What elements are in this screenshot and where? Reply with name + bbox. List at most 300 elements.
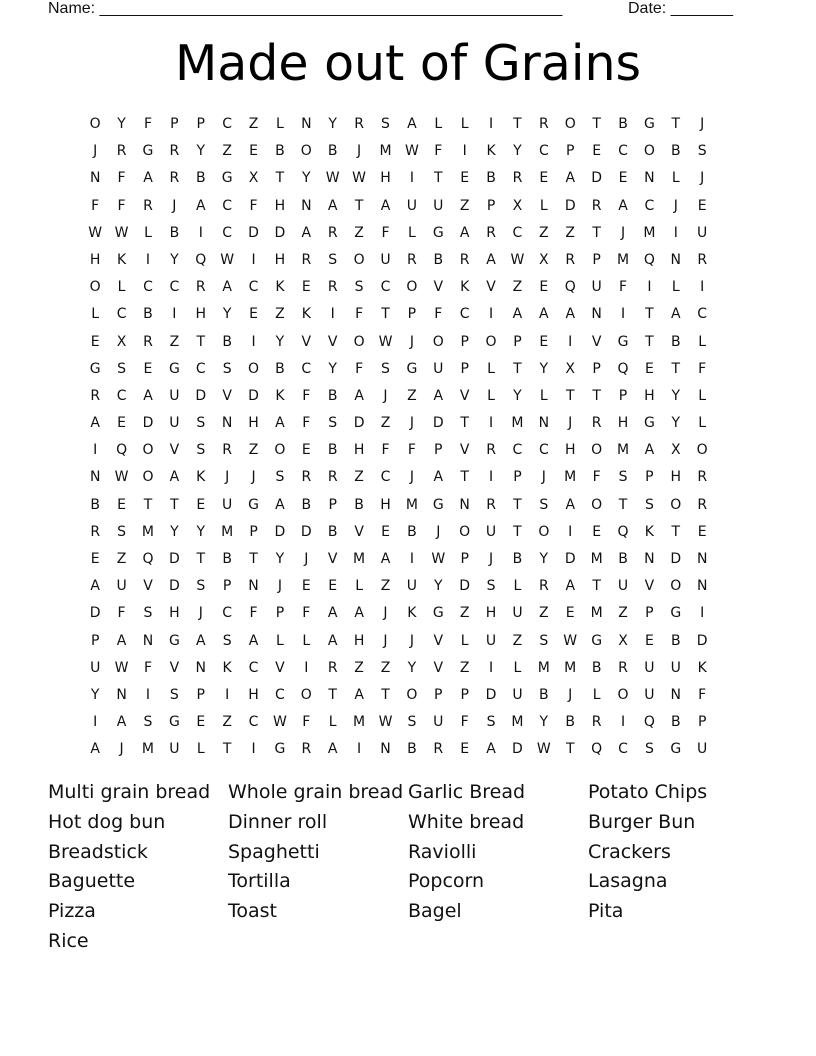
- grid-letter: M: [511, 415, 524, 432]
- grid-letter: O: [459, 523, 471, 540]
- grid-letter: F: [91, 197, 100, 214]
- grid-letter: W: [114, 469, 129, 486]
- grid-letter: C: [222, 224, 233, 241]
- grid-letter: G: [221, 170, 233, 187]
- grid-letter: J: [198, 605, 203, 622]
- grid-letter: T: [433, 170, 443, 187]
- grid-letter: L: [671, 279, 680, 296]
- grid-letter: W: [510, 251, 525, 268]
- grid-letter: H: [169, 605, 180, 622]
- grid-letter: R: [697, 251, 708, 268]
- date-field-label: Date: _______: [628, 0, 733, 17]
- grid-letter: D: [274, 523, 286, 540]
- grid-letter: I: [145, 251, 151, 268]
- grid-row: [82, 546, 742, 573]
- grid-letter: M: [564, 469, 577, 486]
- grid-letter: X: [539, 251, 549, 268]
- grid-letter: J: [409, 415, 414, 432]
- grid-letter: L: [91, 306, 100, 323]
- grid-letter: Z: [354, 224, 364, 241]
- grid-letter: H: [248, 415, 259, 432]
- grid-letter: I: [568, 333, 573, 350]
- grid-letter: B: [327, 442, 338, 459]
- grid-letter: V: [591, 333, 602, 350]
- grid-letter: O: [274, 442, 286, 459]
- grid-letter: U: [512, 605, 523, 622]
- grid-letter: H: [380, 496, 391, 513]
- grid-letter: M: [511, 714, 524, 731]
- grid-letter: G: [670, 605, 682, 622]
- grid-letter: J: [409, 632, 414, 649]
- grid-letter: H: [195, 306, 207, 323]
- grid-letter: B: [195, 170, 206, 187]
- grid-letter: C: [143, 279, 153, 296]
- grid-letter: G: [643, 415, 655, 432]
- grid-letter: A: [301, 224, 312, 241]
- grid-letter: T: [592, 387, 601, 404]
- grid-letter: E: [301, 279, 311, 296]
- grid-letter: P: [434, 686, 443, 703]
- grid-letter: S: [169, 686, 179, 703]
- grid-letter: J: [225, 469, 230, 486]
- grid-letter: S: [117, 360, 127, 377]
- grid-letter: P: [592, 251, 601, 268]
- word-list-item: Pizza: [48, 900, 96, 923]
- grid-letter: V: [433, 659, 444, 676]
- grid-row: [82, 138, 742, 165]
- grid-letter: I: [225, 686, 230, 703]
- grid-letter: T: [170, 496, 179, 513]
- grid-letter: P: [645, 605, 654, 622]
- grid-letter: T: [381, 686, 390, 703]
- grid-letter: S: [539, 496, 549, 513]
- grid-letter: Z: [380, 659, 391, 676]
- grid-letter: R: [591, 415, 602, 432]
- grid-letter: N: [301, 116, 312, 132]
- grid-letter: F: [355, 360, 364, 377]
- grid-letter: I: [620, 714, 626, 731]
- grid-letter: A: [565, 306, 576, 323]
- grid-letter: Z: [169, 333, 180, 350]
- grid-letter: L: [407, 224, 416, 241]
- grid-letter: N: [89, 170, 101, 187]
- grid-letter: Q: [617, 360, 629, 377]
- grid-letter: R: [591, 714, 602, 731]
- grid-letter: N: [696, 551, 708, 567]
- grid-letter: D: [353, 415, 365, 432]
- word-list-item: Tortilla: [228, 870, 291, 893]
- grid-letter: R: [459, 251, 470, 268]
- grid-letter: N: [644, 170, 655, 187]
- grid-letter: C: [301, 360, 312, 377]
- grid-letter: T: [513, 360, 522, 377]
- grid-letter: L: [698, 415, 707, 432]
- grid-letter: V: [327, 333, 338, 350]
- grid-letter: U: [512, 686, 523, 703]
- grid-letter: J: [357, 143, 362, 160]
- grid-letter: Y: [275, 551, 285, 567]
- grid-letter: V: [433, 279, 444, 296]
- grid-letter: A: [143, 170, 153, 187]
- grid-letter: D: [432, 415, 444, 432]
- grid-letter: D: [248, 224, 259, 241]
- grid-letter: I: [488, 116, 494, 132]
- grid-letter: B: [670, 143, 681, 160]
- grid-letter: P: [196, 686, 205, 703]
- grid-letter: N: [591, 306, 602, 323]
- grid-letter: A: [565, 496, 576, 513]
- grid-row: [82, 193, 742, 220]
- grid-letter: Y: [90, 686, 100, 703]
- grid-letter: T: [671, 116, 681, 132]
- word-list-item: Baguette: [48, 870, 136, 893]
- grid-letter: D: [248, 387, 259, 404]
- grid-letter: M: [405, 496, 418, 513]
- grid-letter: O: [142, 469, 154, 486]
- grid-letter: A: [169, 469, 180, 486]
- grid-letter: E: [249, 306, 258, 323]
- grid-letter: A: [644, 442, 655, 459]
- grid-letter: R: [116, 143, 127, 160]
- grid-letter: U: [644, 659, 655, 676]
- grid-letter: D: [459, 578, 471, 595]
- grid-letter: R: [301, 251, 312, 268]
- grid-letter: U: [116, 578, 127, 595]
- grid-letter: Z: [116, 551, 127, 567]
- grid-letter: U: [433, 360, 444, 377]
- grid-letter: D: [696, 632, 708, 649]
- grid-letter: P: [328, 496, 337, 513]
- grid-letter: S: [196, 578, 206, 595]
- grid-letter: D: [168, 551, 180, 567]
- grid-letter: O: [670, 578, 682, 595]
- grid-letter: I: [251, 333, 256, 350]
- grid-letter: O: [432, 333, 444, 350]
- grid-letter: N: [89, 469, 101, 486]
- grid-letter: E: [301, 578, 311, 595]
- grid-row: [82, 709, 742, 736]
- grid-letter: B: [565, 714, 576, 731]
- grid-row: [82, 464, 742, 491]
- grid-letter: K: [116, 251, 127, 268]
- grid-letter: U: [433, 714, 444, 731]
- grid-letter: A: [380, 197, 391, 214]
- grid-letter: C: [512, 442, 523, 459]
- grid-letter: Z: [222, 143, 232, 160]
- grid-letter: R: [486, 224, 496, 241]
- word-list-item: Potato Chips: [588, 781, 708, 803]
- grid-letter: F: [434, 306, 443, 323]
- grid-letter: T: [592, 116, 601, 132]
- grid-letter: T: [671, 523, 681, 540]
- grid-letter: C: [116, 306, 127, 323]
- grid-letter: H: [564, 442, 576, 459]
- grid-letter: W: [352, 170, 367, 187]
- grid-letter: Z: [354, 469, 364, 486]
- grid-letter: J: [304, 551, 309, 567]
- grid-letter: X: [670, 442, 681, 459]
- grid-letter: R: [301, 741, 312, 758]
- grid-letter: O: [485, 333, 497, 350]
- grid-letter: R: [697, 496, 708, 513]
- grid-letter: H: [274, 197, 286, 214]
- grid-letter: P: [249, 523, 258, 540]
- grid-letter: T: [592, 578, 601, 595]
- grid-letter: P: [170, 116, 179, 132]
- grid-letter: L: [276, 632, 284, 649]
- grid-letter: R: [486, 496, 496, 513]
- grid-letter: R: [327, 469, 338, 486]
- grid-letter: J: [673, 197, 678, 214]
- grid-letter: M: [590, 551, 603, 567]
- grid-letter: Z: [512, 279, 523, 296]
- grid-letter: Y: [407, 659, 417, 676]
- grid-letter: L: [513, 659, 522, 676]
- grid-letter: Q: [142, 551, 154, 567]
- grid-letter: D: [485, 686, 497, 703]
- grid-letter: J: [568, 415, 573, 432]
- grid-letter: J: [700, 116, 705, 132]
- grid-letter: P: [460, 686, 469, 703]
- grid-letter: E: [117, 496, 127, 513]
- grid-letter: L: [117, 279, 126, 296]
- grid-letter: B: [670, 714, 681, 731]
- grid-letter: G: [617, 333, 629, 350]
- grid-letter: P: [275, 605, 285, 622]
- grid-letter: V: [459, 442, 470, 459]
- grid-letter: F: [117, 197, 126, 214]
- grid-letter: F: [407, 442, 416, 459]
- grid-letter: Z: [248, 442, 259, 459]
- grid-letter: I: [304, 659, 309, 676]
- grid-letter: K: [407, 605, 417, 622]
- grid-letter: A: [327, 741, 338, 758]
- grid-letter: I: [488, 415, 494, 432]
- grid-letter: Q: [564, 279, 576, 296]
- grid-letter: J: [383, 632, 388, 649]
- grid-letter: Q: [195, 251, 207, 268]
- grid-letter: I: [251, 251, 256, 268]
- grid-letter: F: [434, 143, 443, 160]
- grid-letter: J: [620, 224, 626, 241]
- grid-letter: S: [222, 360, 232, 377]
- grid-letter: K: [697, 659, 707, 676]
- grid-letter: W: [273, 714, 287, 731]
- grid-letter: Y: [513, 387, 522, 404]
- grid-letter: L: [434, 116, 443, 132]
- grid-letter: W: [563, 632, 578, 649]
- grid-letter: U: [670, 659, 681, 676]
- grid-letter: E: [90, 333, 100, 350]
- grid-letter: I: [700, 279, 705, 296]
- grid-letter: C: [248, 659, 259, 676]
- word-list-item: Lasagna: [588, 870, 668, 893]
- grid-letter: T: [618, 496, 628, 513]
- grid-letter: O: [591, 496, 603, 513]
- grid-letter: E: [143, 360, 153, 377]
- grid-letter: E: [565, 605, 575, 622]
- grid-letter: O: [248, 360, 260, 377]
- grid-letter: B: [327, 387, 338, 404]
- grid-letter: B: [143, 306, 153, 323]
- grid-letter: B: [354, 496, 364, 513]
- grid-row: [82, 274, 742, 301]
- grid-letter: K: [486, 143, 496, 160]
- grid-letter: P: [90, 632, 100, 649]
- grid-letter: E: [539, 279, 549, 296]
- grid-letter: G: [591, 632, 603, 649]
- grid-row: [82, 356, 742, 383]
- grid-letter: G: [670, 741, 682, 758]
- grid-row: [82, 437, 742, 464]
- grid-letter: T: [275, 170, 285, 187]
- grid-letter: D: [564, 197, 576, 214]
- grid-letter: K: [275, 279, 285, 296]
- grid-letter: C: [248, 714, 259, 731]
- grid-letter: T: [645, 333, 654, 350]
- grid-letter: R: [169, 170, 180, 187]
- grid-letter: N: [459, 496, 470, 513]
- grid-letter: G: [432, 605, 444, 622]
- grid-letter: D: [512, 741, 523, 758]
- grid-letter: F: [698, 360, 707, 377]
- grid-letter: K: [196, 469, 206, 486]
- grid-letter: O: [406, 279, 418, 296]
- grid-letter: P: [566, 143, 575, 160]
- grid-letter: Y: [196, 143, 206, 160]
- grid-letter: U: [406, 197, 417, 214]
- grid-letter: W: [378, 714, 393, 731]
- grid-letter: A: [275, 415, 285, 432]
- grid-row: [82, 492, 742, 519]
- grid-letter: X: [248, 170, 259, 187]
- grid-letter: I: [409, 170, 414, 187]
- grid-row: [82, 220, 742, 247]
- grid-letter: E: [697, 523, 707, 540]
- grid-letter: O: [353, 333, 365, 350]
- grid-letter: R: [486, 442, 496, 459]
- grid-letter: Z: [275, 306, 285, 323]
- grid-letter: Y: [433, 578, 443, 595]
- grid-letter: B: [222, 333, 232, 350]
- grid-letter: F: [302, 605, 311, 622]
- grid-letter: I: [620, 306, 626, 323]
- grid-letter: A: [486, 741, 496, 758]
- grid-letter: T: [328, 686, 337, 703]
- grid-letter: A: [459, 224, 470, 241]
- grid-letter: R: [327, 659, 338, 676]
- grid-letter: T: [354, 197, 364, 214]
- grid-letter: A: [275, 496, 285, 513]
- grid-letter: E: [196, 714, 206, 731]
- grid-letter: W: [404, 143, 419, 160]
- grid-letter: O: [538, 523, 550, 540]
- grid-letter: Y: [196, 523, 206, 540]
- grid-letter: Z: [248, 116, 259, 132]
- grid-letter: G: [168, 632, 180, 649]
- grid-letter: A: [407, 116, 417, 132]
- grid-row: [82, 301, 742, 328]
- grid-letter: G: [168, 360, 180, 377]
- grid-letter: H: [485, 605, 497, 622]
- grid-letter: D: [89, 605, 101, 622]
- grid-letter: Q: [591, 741, 603, 758]
- grid-letter: C: [618, 143, 628, 160]
- grid-letter: C: [380, 279, 391, 296]
- grid-letter: N: [195, 659, 206, 676]
- grid-letter: T: [196, 551, 206, 567]
- grid-letter: I: [330, 306, 335, 323]
- grid-letter: C: [275, 686, 285, 703]
- grid-letter: C: [618, 741, 628, 758]
- grid-letter: U: [90, 659, 101, 676]
- grid-letter: Y: [539, 360, 549, 377]
- grid-letter: W: [220, 251, 235, 268]
- grid-row: [82, 329, 742, 356]
- grid-letter: Z: [380, 578, 391, 595]
- grid-letter: O: [643, 143, 655, 160]
- grid-letter: T: [460, 469, 469, 486]
- grid-letter: D: [274, 224, 286, 241]
- grid-letter: L: [460, 632, 469, 649]
- grid-letter: R: [143, 333, 153, 350]
- grid-letter: F: [698, 686, 707, 703]
- grid-letter: V: [354, 523, 364, 540]
- grid-letter: T: [460, 415, 469, 432]
- grid-letter: L: [539, 197, 548, 214]
- grid-letter: E: [381, 523, 390, 540]
- word-list-item: Dinner roll: [228, 810, 328, 833]
- grid-letter: C: [169, 279, 180, 296]
- grid-letter: L: [460, 116, 469, 132]
- grid-letter: A: [380, 551, 391, 567]
- grid-letter: I: [409, 551, 414, 567]
- grid-letter: Y: [513, 143, 522, 160]
- grid-letter: N: [301, 197, 312, 214]
- grid-letter: F: [460, 714, 469, 731]
- grid-letter: B: [407, 523, 417, 540]
- grid-letter: P: [460, 360, 469, 377]
- grid-letter: E: [90, 551, 100, 567]
- grid-letter: B: [222, 551, 232, 567]
- grid-letter: T: [196, 333, 206, 350]
- grid-letter: A: [539, 306, 549, 323]
- grid-letter: U: [169, 741, 180, 758]
- grid-letter: F: [355, 306, 364, 323]
- grid-row: [82, 655, 742, 682]
- grid-letter: E: [460, 741, 470, 758]
- grid-letter: X: [565, 360, 576, 377]
- grid-letter: R: [169, 143, 180, 160]
- grid-letter: C: [459, 306, 470, 323]
- grid-letter: F: [117, 605, 126, 622]
- grid-letter: D: [142, 415, 154, 432]
- grid-letter: A: [433, 387, 444, 404]
- grid-letter: Z: [565, 224, 576, 241]
- grid-row: [82, 111, 742, 138]
- grid-letter: E: [249, 143, 258, 160]
- grid-letter: N: [670, 251, 682, 268]
- grid-letter: J: [436, 523, 441, 540]
- grid-letter: Y: [302, 170, 311, 187]
- grid-letter: G: [432, 224, 444, 241]
- grid-letter: B: [327, 143, 338, 160]
- grid-letter: G: [89, 360, 101, 377]
- grid-letter: P: [592, 360, 601, 377]
- grid-letter: B: [433, 251, 444, 268]
- grid-letter: R: [90, 387, 101, 404]
- word-list-item: Hot dog bun: [48, 810, 166, 833]
